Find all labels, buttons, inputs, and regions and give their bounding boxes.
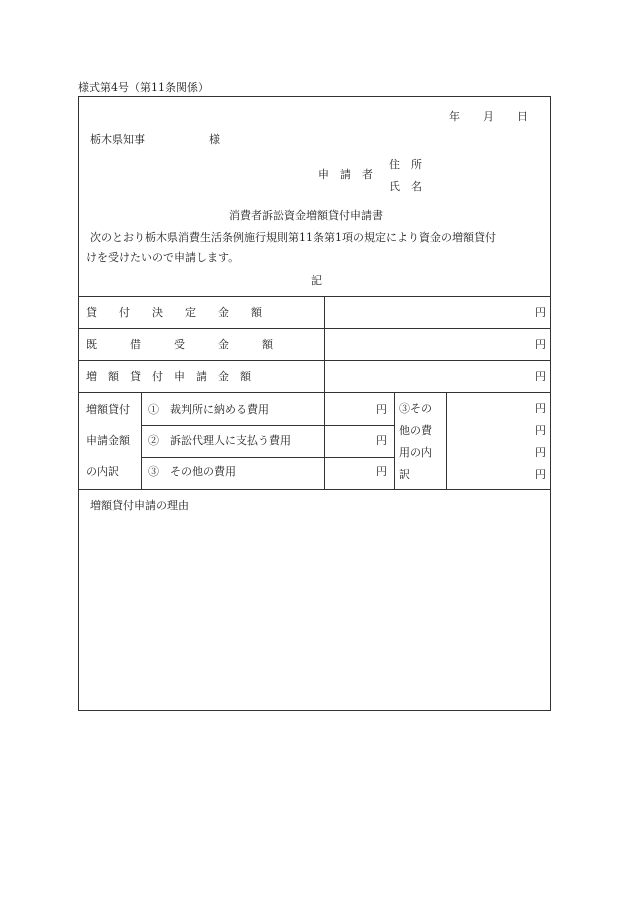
breakdown-item1: ① 裁判所に納める費用 xyxy=(148,403,269,416)
breakdown-label-line3: の内訳 xyxy=(86,465,119,478)
other-breakdown-label-line4: 訳 xyxy=(399,468,410,481)
decided-amount-label: 貸 付 決 定 金 額 xyxy=(86,306,262,319)
borrowed-amount-label: 既 借 受 金 額 xyxy=(86,338,273,351)
other-breakdown-label-line2: 他の費 xyxy=(399,424,432,437)
breakdown-item2-yen: 円 xyxy=(376,434,387,447)
other-breakdown-label-line1: ③その xyxy=(399,402,432,415)
application-form xyxy=(78,96,551,711)
body-text-line2: けを受けたいので申請します。 xyxy=(86,251,240,264)
breakdown-label-line2: 申請金額 xyxy=(86,434,130,447)
applicant-label: 申 請 者 xyxy=(318,168,373,181)
other-breakdown-yen-4: 円 xyxy=(535,468,546,481)
addressee-name: 栃木県知事 xyxy=(90,133,145,146)
breakdown-item2: ② 訴訟代理人に支払う費用 xyxy=(148,434,291,447)
breakdown-item1-yen: 円 xyxy=(376,403,387,416)
date-day: 日 xyxy=(517,110,528,123)
requested-amount-yen: 円 xyxy=(535,370,546,383)
reason-label: 増額貸付申請の理由 xyxy=(90,499,189,512)
breakdown-item3: ③ その他の費用 xyxy=(148,465,236,478)
requested-amount-label: 増 額 貸 付 申 請 金 額 xyxy=(86,370,251,383)
date-year: 年 xyxy=(449,110,460,123)
borrowed-amount-yen: 円 xyxy=(535,338,546,351)
date-month: 月 xyxy=(483,110,494,123)
applicant-address-label: 住 所 xyxy=(389,158,422,171)
other-breakdown-yen-2: 円 xyxy=(535,424,546,437)
applicant-name-label: 氏 名 xyxy=(389,180,422,193)
ki-mark: 記 xyxy=(311,274,322,287)
breakdown-item3-yen: 円 xyxy=(376,465,387,478)
breakdown-label-line1: 増額貸付 xyxy=(86,403,130,416)
decided-amount-yen: 円 xyxy=(535,306,546,319)
other-breakdown-yen-1: 円 xyxy=(535,402,546,415)
form-number-label: 様式第4号（第11条関係） xyxy=(78,81,209,94)
other-breakdown-yen-3: 円 xyxy=(535,446,546,459)
body-text-line1: 次のとおり栃木県消費生活条例施行規則第11条第1項の規定により資金の増額貸付 xyxy=(90,231,496,244)
other-breakdown-label-line3: 用の内 xyxy=(399,446,432,459)
addressee-honorific: 様 xyxy=(209,133,220,146)
form-title: 消費者訴訟資金増額貸付申請書 xyxy=(229,209,383,222)
